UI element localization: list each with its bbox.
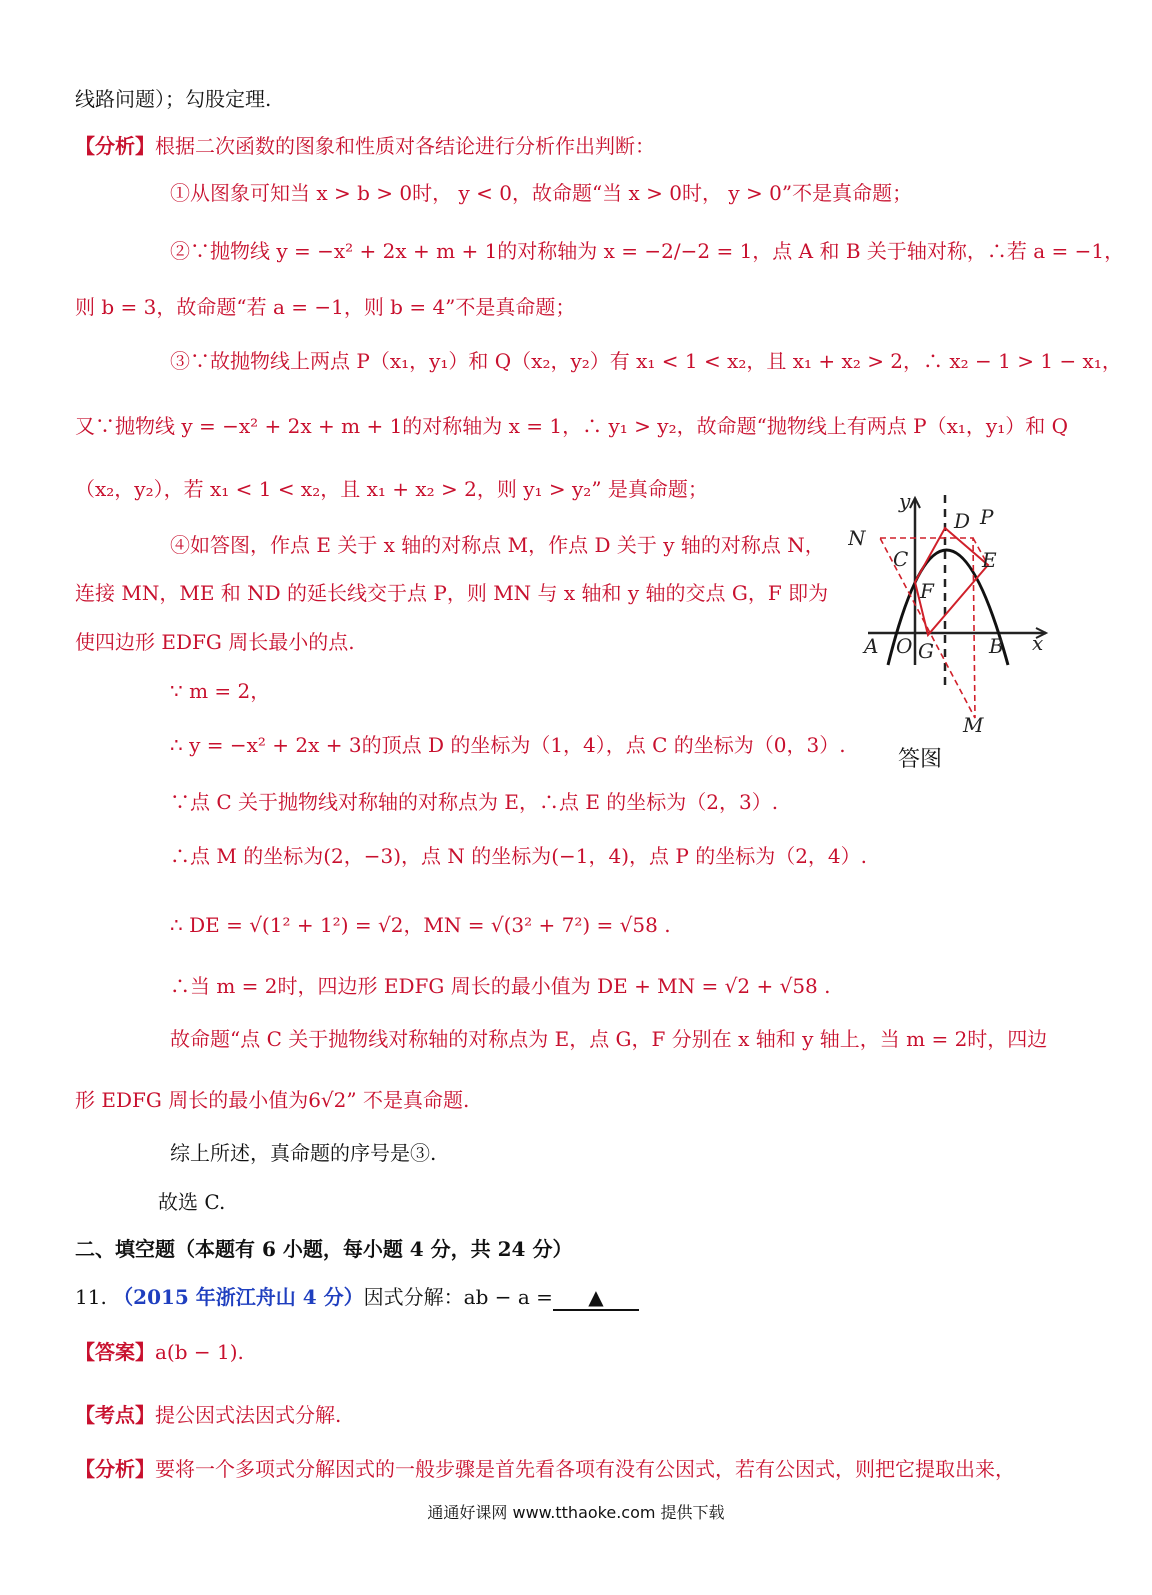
question-text: 因式分解：ab − a = [363,1285,553,1309]
label-d: D [954,509,971,533]
answer-blank: ▲ [553,1285,639,1311]
knowledge-point-line [75,1400,341,1430]
parabola-diagram [848,490,1058,740]
answer-line [75,1337,244,1367]
label-e: E [982,548,997,572]
label-a: A [864,634,879,658]
analysis-paragraph-2 [75,1454,1015,1484]
text-line: ∴ y = −x² + 2x + 3的顶点 D 的坐标为（1，4），点 C 的坐标为（0，3）. [170,733,846,757]
label-c: C [893,547,909,571]
label-b: B [989,634,1004,658]
text-line: 线路问题）；勾股定理. [75,87,272,111]
text-line: ①从图象可知当 x > b > 0时， y < 0，故命题“当 x > 0时， y > 0”不是真命题； [170,181,913,205]
text-line: ②∵抛物线 y = −x² + 2x + m + 1的对称轴为 x = −2/−2 = 1，点 A 和 B 关于轴对称，∴若 a = −1， [170,239,1125,263]
text-line: ∴当 m = 2时，四边形 EDFG 周长的最小值为 DE + MN = √2 + √58 . [170,974,831,998]
text-line: 综上所述，真命题的序号是③. [170,1141,437,1165]
text-line: 又∵抛物线 y = −x² + 2x + m + 1的对称轴为 x = 1，∴ y₁ > y₂，故命题“抛物线上有两点 P（x₁，y₁）和 Q [75,414,1068,438]
page-footer: 通通好课网 www.tthaoke.com 提供下载 [427,1503,725,1522]
text-span: 根据二次函数的图象和性质对各结论进行分析作出判断： [155,134,655,158]
text-line: ③∵故抛物线上两点 P（x₁，y₁）和 Q（x₂，y₂）有 x₁ < 1 < x₂，且 x₁ + x₂ > 2，∴ x₂ − 1 > 1 − x₁， [170,349,1122,373]
text-line: ∴点 M 的坐标为(2，−3)，点 N 的坐标为(−1，4)，点 P 的坐标为（2，4）. [170,844,868,868]
tag-analysis: 【分析】 [75,1457,155,1481]
text-span: 提公因式法因式分解. [155,1403,342,1427]
label-n: N [848,526,866,550]
text-line: （x₂，y₂），若 x₁ < 1 < x₂，且 x₁ + x₂ > 2，则 y₁ > y₂” 是真命题； [75,477,708,501]
tag-answer: 【答案】 [75,1340,155,1364]
text-line: 故命题“点 C 关于抛物线对称轴的对称点为 E，点 G，F 分别在 x 轴和 y 轴上，当 m = 2时，四边 [170,1027,1048,1051]
label-y: y [899,490,911,513]
text-line: ∵点 C 关于抛物线对称轴的对称点为 E，∴点 E 的坐标为（2，3）. [170,790,779,814]
figure-caption: 答图 [898,747,943,772]
section-heading: 二、填空题（本题有 6 小题，每小题 4 分，共 24 分） [75,1237,573,1261]
text-line: ④如答图，作点 E 关于 x 轴的对称点 M，作点 D 关于 y 轴的对称点 N， [170,533,825,557]
text-line: ∴ DE = √(1² + 1²) = √2，MN = √(3² + 7²) = √58 . [170,913,671,937]
question-11 [75,1282,639,1312]
answer-figure [848,490,1058,740]
text-line: 使四边形 EDFG 周长最小的点. [75,630,355,654]
tag-knowledge-point: 【考点】 [75,1403,155,1427]
label-o: O [896,634,913,658]
question-number: 11. [75,1285,107,1309]
label-g: G [918,639,934,663]
question-source: （2015 年浙江舟山 4 分） [113,1285,364,1309]
label-m: M [963,713,984,737]
label-x: x [1032,631,1044,655]
text-line: 则 b = 3，故命题“若 a = −1，则 b = 4”不是真命题； [75,295,576,319]
tag-analysis: 【分析】 [75,134,155,158]
text-line: 形 EDFG 周长的最小值为6√2” 不是真命题. [75,1088,470,1112]
label-p: P [980,505,994,529]
text-line: 连接 MN，ME 和 ND 的延长线交于点 P，则 MN 与 x 轴和 y 轴的交点 G，F 即为 [75,581,829,605]
analysis-paragraph [75,131,655,161]
text-line: 故选 C. [158,1190,226,1214]
text-span: 要将一个多项式分解因式的一般步骤是首先看各项有没有公因式，若有公因式，则把它提取出来， [155,1457,1015,1481]
text-span: a(b − 1). [155,1340,244,1364]
text-line: ∵ m = 2， [170,679,271,703]
label-f: F [920,579,934,603]
